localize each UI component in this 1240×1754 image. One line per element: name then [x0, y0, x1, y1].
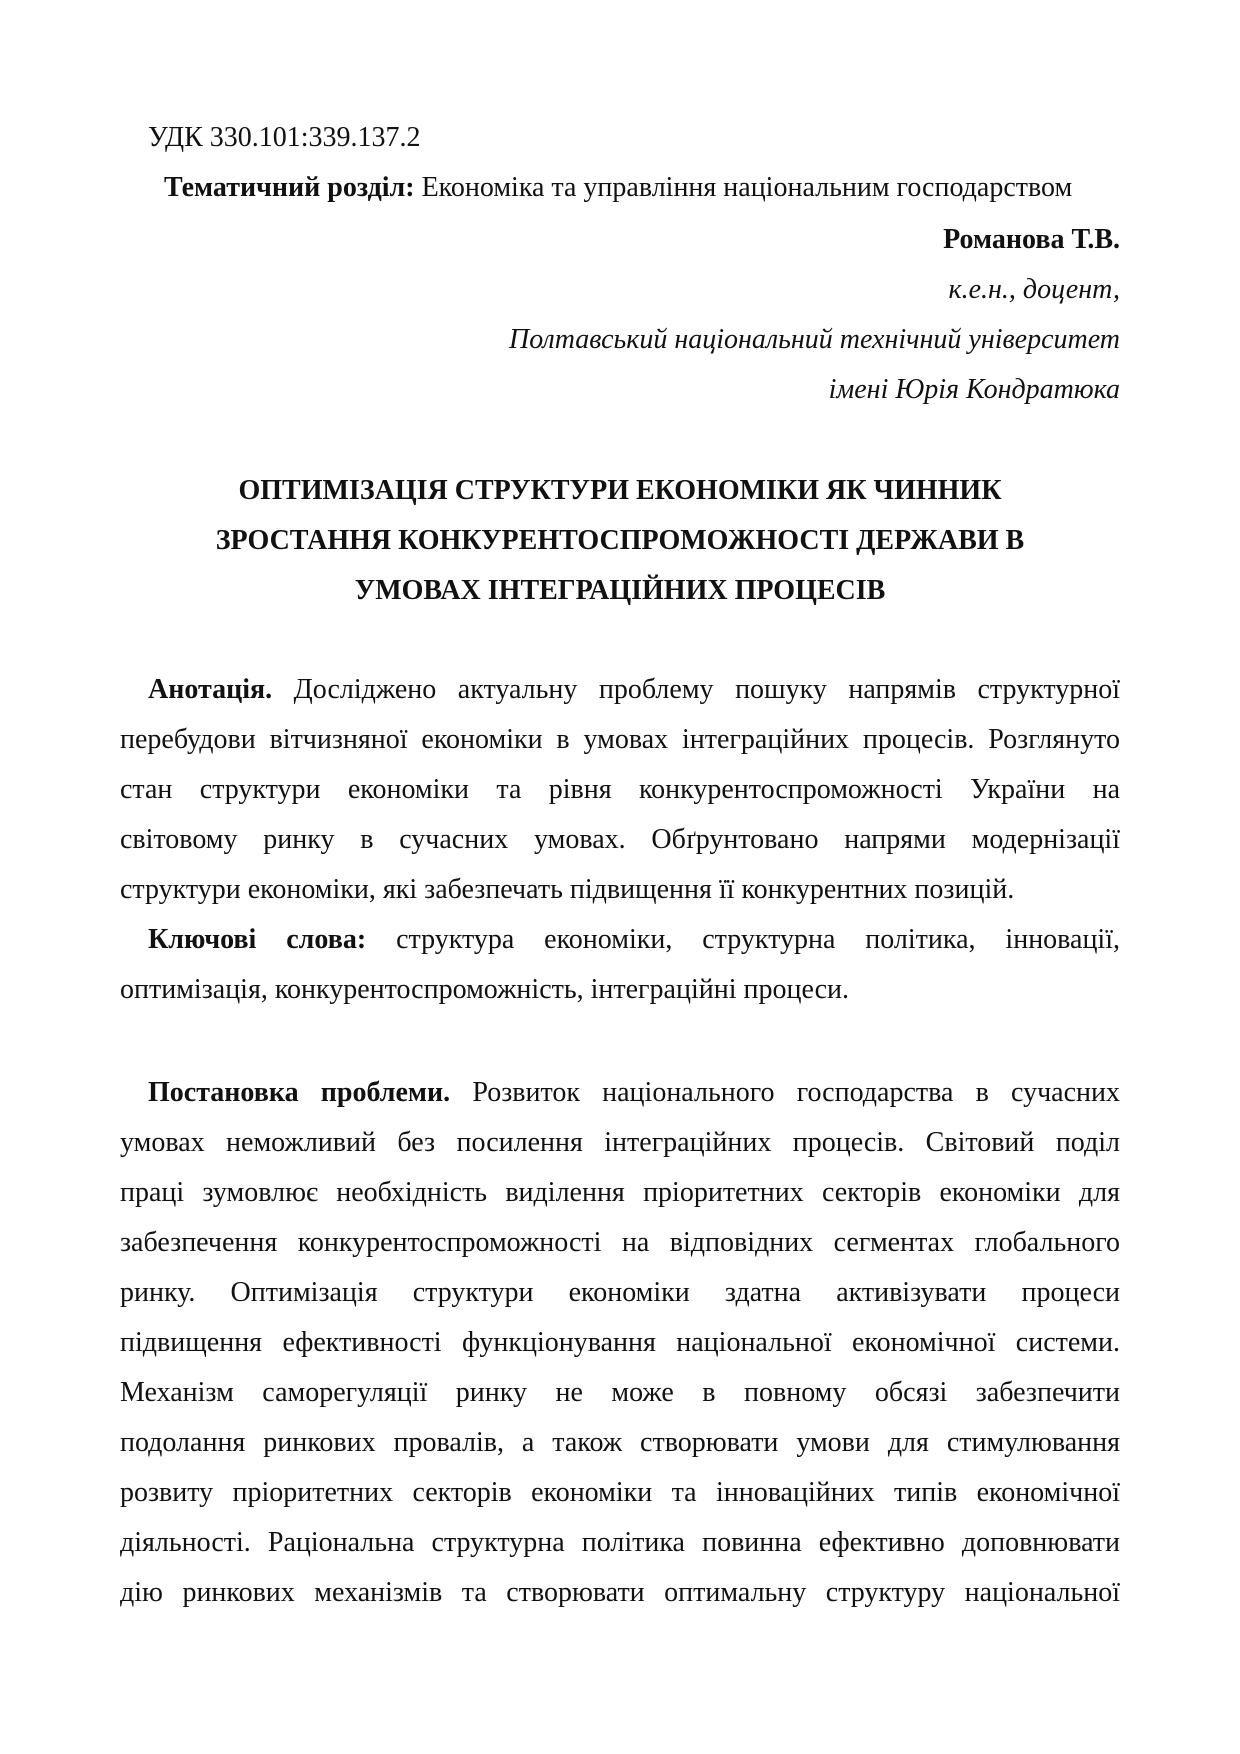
problem-line: ринку. Оптимізація структури економіки здатна активізувати процеси [120, 1277, 1120, 1308]
annotation-line: стан структури економіки та рівня конкурентоспроможності України на [120, 774, 1120, 805]
keywords-label: Ключові слова: [148, 924, 367, 955]
keywords-line: Ключові слова: структура економіки, структурна політика, інновації, [148, 924, 1120, 955]
author-university-line1: Полтавський національний технічний університет [509, 324, 1120, 355]
problem-label: Постановка проблеми. [148, 1077, 451, 1108]
problem-line: розвиту пріоритетних секторів економіки та інноваційних типів економічної [120, 1477, 1120, 1508]
udk-code: УДК 330.101:339.137.2 [148, 122, 421, 153]
problem-line: забезпечення конкурентоспроможності на відповідних сегментах глобального [120, 1227, 1120, 1258]
annotation-label: Анотація. [148, 674, 273, 705]
problem-line: дію ринкових механізмів та створювати оптимальну структуру національної [120, 1577, 1120, 1608]
thematic-section-value: Економіка та управління національним господарством [414, 172, 1073, 203]
author-degree: к.е.н., доцент, [948, 274, 1120, 305]
paper-title-line3: УМОВАХ ІНТЕГРАЦІЙНИХ ПРОЦЕСІВ [354, 575, 886, 606]
keywords-paragraph [120, 915, 1120, 1015]
problem-line: діяльності. Раціональна структурна політика повинна ефективно доповнювати [120, 1527, 1120, 1558]
annotation-line: Анотація. Досліджено актуальну проблему пошуку напрямів структурної [148, 674, 1120, 705]
problem-line: Постановка проблеми. Розвиток національного господарства в сучасних [148, 1077, 1120, 1108]
paper-title-line1: ОПТИМІЗАЦІЯ СТРУКТУРИ ЕКОНОМІКИ ЯК ЧИННИК [238, 475, 1002, 506]
annotation-line: перебудови вітчизняної економіки в умовах інтеграційних процесів. Розглянуто [120, 724, 1120, 755]
annotation-line: структури економіки, які забезпечать підвищення її конкурентних позицій. [120, 874, 1015, 905]
author-name: Романова Т.В. [943, 224, 1120, 255]
thematic-section [164, 174, 1072, 202]
thematic-section-label: Тематичний розділ: [164, 172, 415, 203]
problem-line: умовах неможливий без посилення інтеграційних процесів. Світовий поділ [120, 1127, 1120, 1158]
author-university-line2: імені Юрія Кондратюка [828, 374, 1120, 405]
annotation-line: світовому ринку в сучасних умовах. Обґрунтовано напрями модернізації [120, 824, 1120, 855]
keywords-line: оптимізація, конкурентоспроможність, інтеграційні процеси. [120, 974, 849, 1005]
paper-title-line2: ЗРОСТАННЯ КОНКУРЕНТОСПРОМОЖНОСТІ ДЕРЖАВИ В [215, 525, 1025, 556]
problem-line: Механізм саморегуляції ринку не може в повному обсязі забезпечити [120, 1377, 1120, 1408]
problem-line: праці зумовлює необхідність виділення пріоритетних секторів економіки для [120, 1177, 1120, 1208]
problem-line: підвищення ефективності функціонування національної економічної системи. [120, 1327, 1120, 1358]
problem-statement-paragraph [120, 1068, 1120, 1618]
annotation-paragraph [120, 665, 1120, 915]
problem-line: подолання ринкових провалів, а також створювати умови для стимулювання [120, 1427, 1120, 1458]
